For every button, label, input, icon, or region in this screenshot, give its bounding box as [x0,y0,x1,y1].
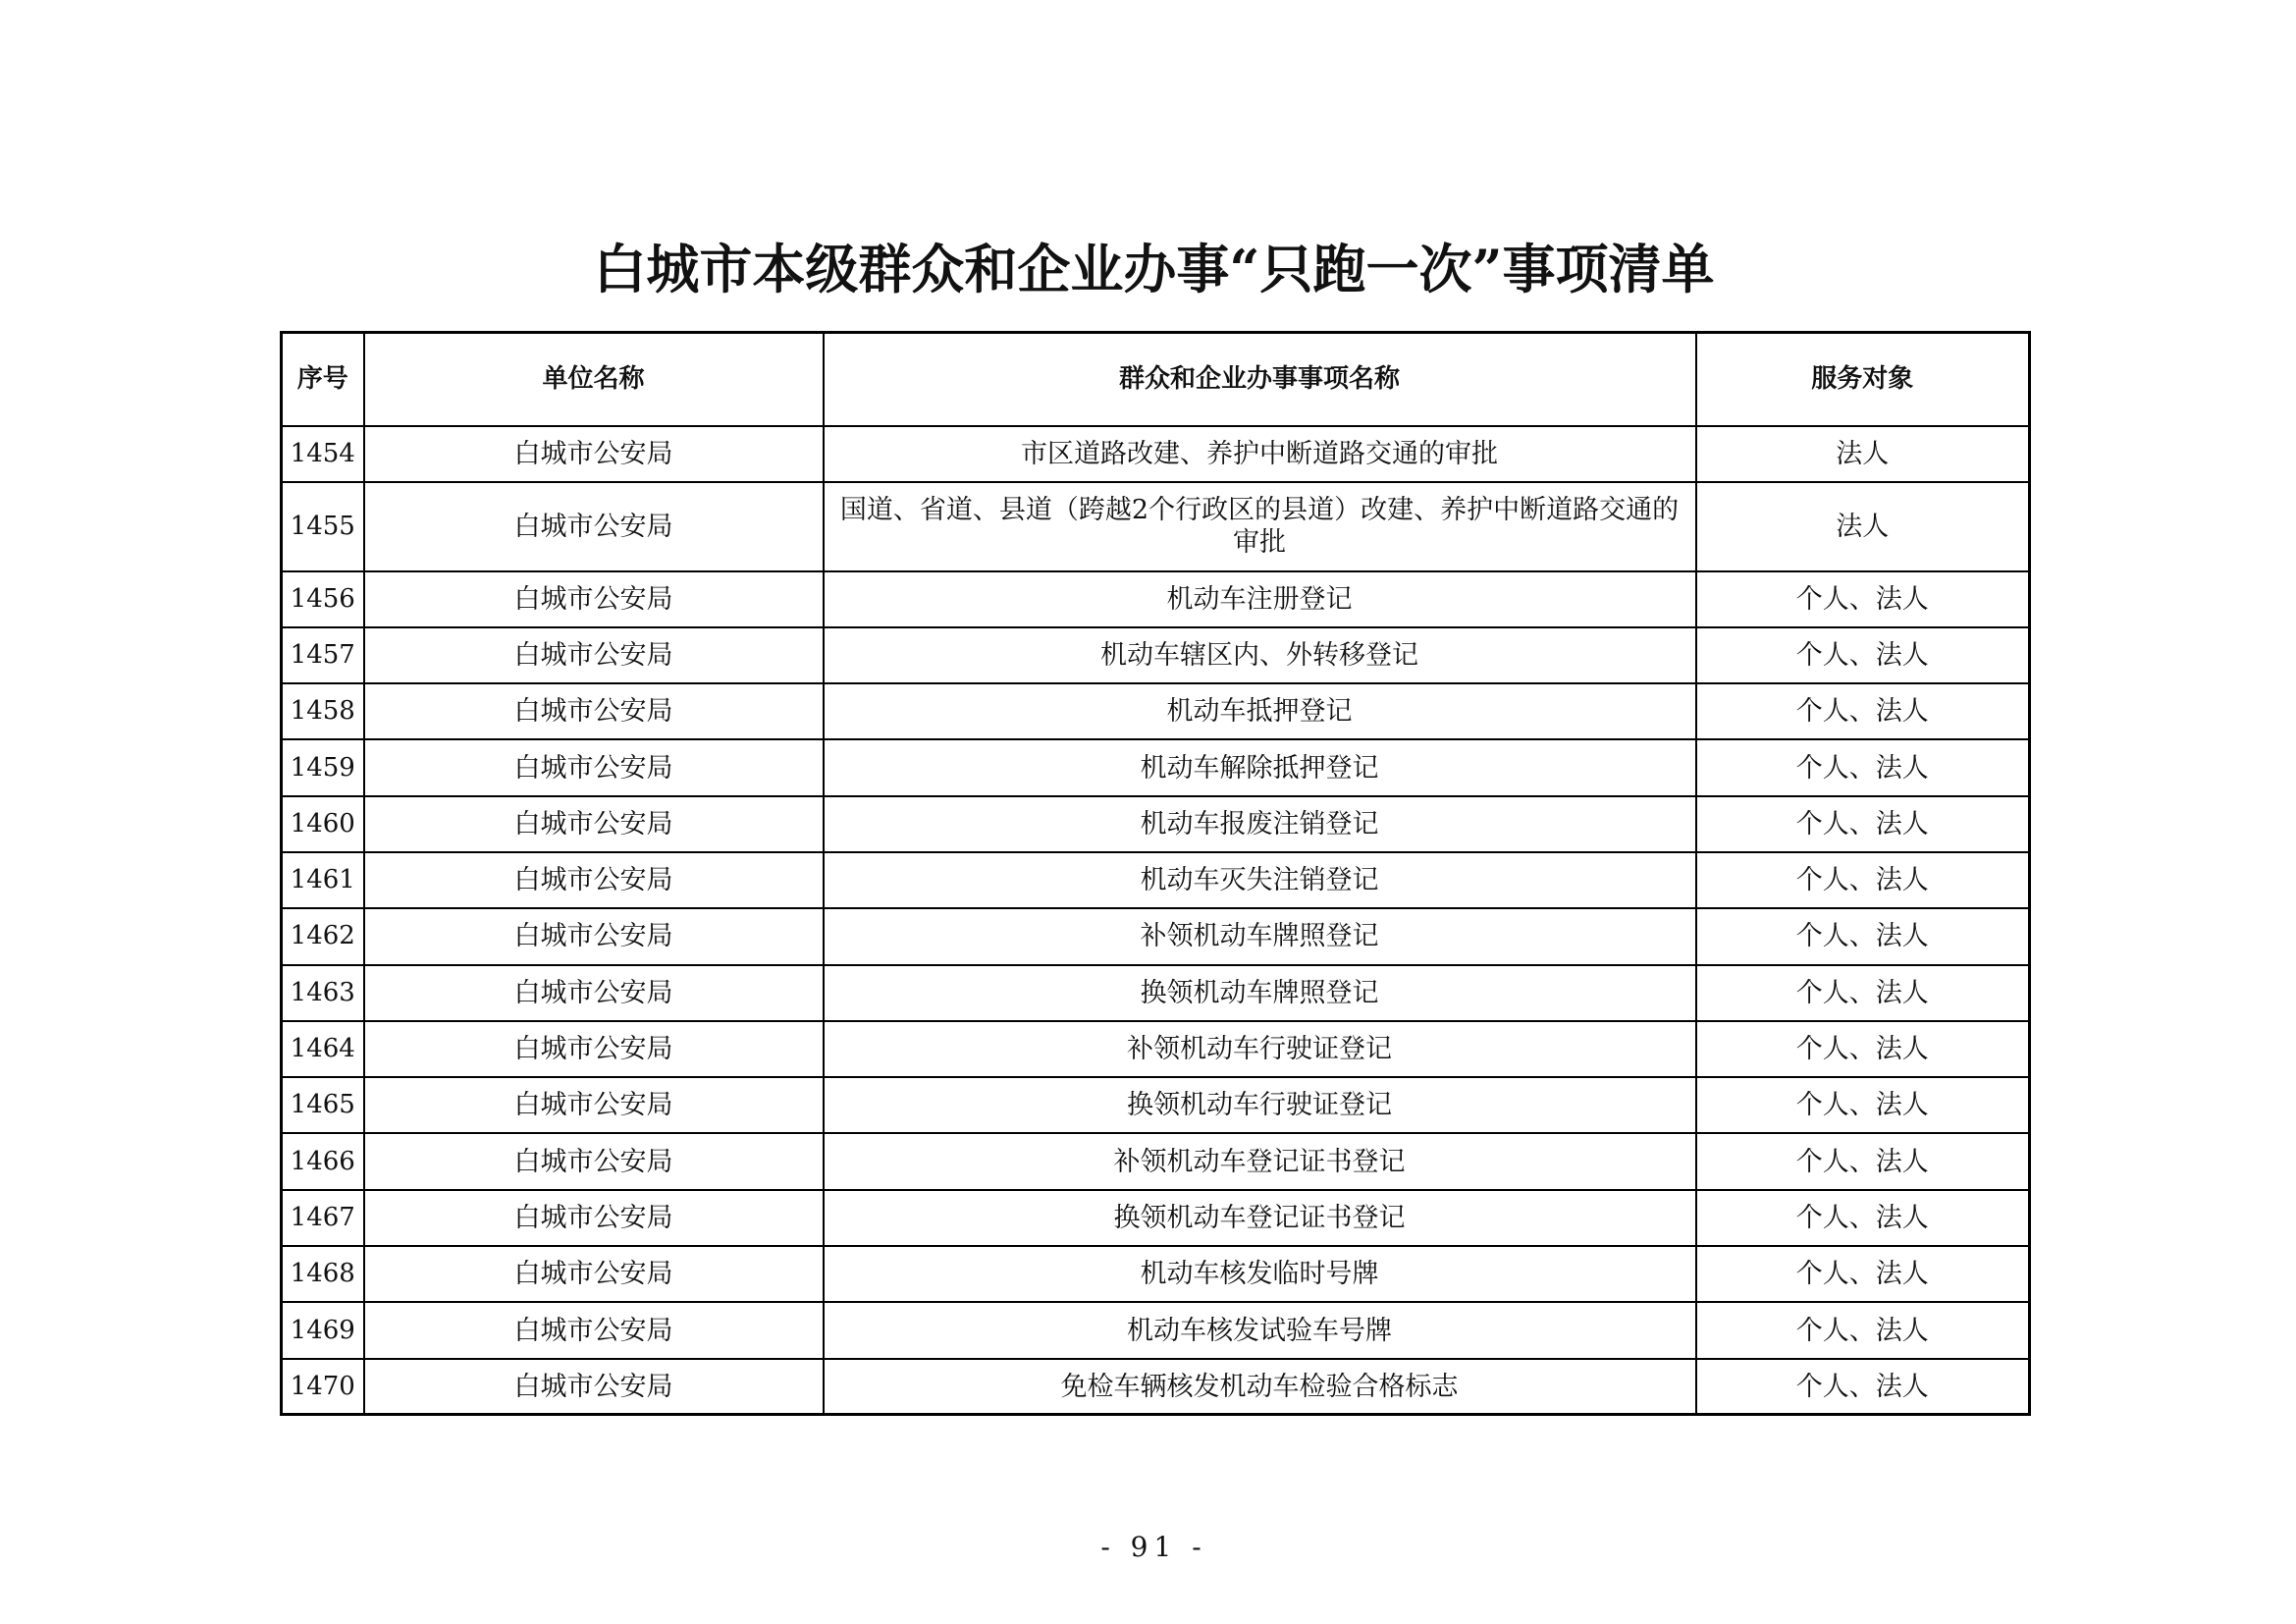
row-number-cell: 1466 [282,1133,364,1189]
table-row [282,1021,2030,1077]
item-name-cell: 补领机动车行驶证登记 [824,1021,1696,1077]
table-row [282,1190,2030,1246]
unit-name-cell: 白城市公安局 [364,796,824,852]
page-title: 白城市本级群众和企业办事“只跑一次”事项清单 [593,238,1715,300]
row-number-cell: 1464 [282,1021,364,1077]
table-row [282,739,2030,795]
unit-name-cell: 白城市公安局 [364,965,824,1021]
row-number-cell: 1458 [282,683,364,739]
service-target-cell: 个人、法人 [1696,1190,2030,1246]
table-row [282,426,2030,482]
row-number-cell: 1455 [282,482,364,571]
service-target-cell: 个人、法人 [1696,1359,2030,1415]
item-name-cell: 机动车抵押登记 [824,683,1696,739]
item-name-cell: 机动车报废注销登记 [824,796,1696,852]
row-number-cell: 1468 [282,1246,364,1302]
unit-name-cell: 白城市公安局 [364,1077,824,1133]
item-list-table [280,331,2031,1416]
unit-name-cell: 白城市公安局 [364,1021,824,1077]
service-target-cell: 个人、法人 [1696,1021,2030,1077]
row-number-cell: 1460 [282,796,364,852]
table-row [282,1077,2030,1133]
item-name-cell: 补领机动车登记证书登记 [824,1133,1696,1189]
page-number: - 91 - [1100,1531,1207,1563]
item-name-cell: 机动车核发试验车号牌 [824,1302,1696,1358]
service-target-cell: 个人、法人 [1696,739,2030,795]
unit-name-cell: 白城市公安局 [364,1359,824,1415]
service-target-cell: 个人、法人 [1696,1246,2030,1302]
service-target-cell: 个人、法人 [1696,908,2030,964]
unit-name-cell: 白城市公安局 [364,908,824,964]
table-row [282,571,2030,627]
row-number-cell: 1467 [282,1190,364,1246]
unit-name-cell: 白城市公安局 [364,1246,824,1302]
item-name-cell: 机动车解除抵押登记 [824,739,1696,795]
row-number-cell: 1461 [282,852,364,908]
table-row [282,1302,2030,1358]
table-row [282,908,2030,964]
table-row [282,1359,2030,1415]
service-target-cell: 个人、法人 [1696,965,2030,1021]
unit-name-cell: 白城市公安局 [364,1133,824,1189]
item-name-cell: 国道、省道、县道（跨越2个行政区的县道）改建、养护中断道路交通的审批 [824,482,1696,571]
row-number-cell: 1469 [282,1302,364,1358]
service-target-cell: 个人、法人 [1696,571,2030,627]
row-number-cell: 1462 [282,908,364,964]
header-service-target: 服务对象 [1696,333,2030,426]
item-name-cell: 换领机动车牌照登记 [824,965,1696,1021]
unit-name-cell: 白城市公安局 [364,482,824,571]
row-number-cell: 1454 [282,426,364,482]
table-row [282,852,2030,908]
table-row [282,1246,2030,1302]
item-name-cell: 市区道路改建、养护中断道路交通的审批 [824,426,1696,482]
table-row [282,965,2030,1021]
unit-name-cell: 白城市公安局 [364,683,824,739]
table-row [282,796,2030,852]
service-target-cell: 个人、法人 [1696,1133,2030,1189]
item-name-cell: 机动车灭失注销登记 [824,852,1696,908]
table-header-row [282,333,2030,426]
item-name-cell: 机动车注册登记 [824,571,1696,627]
header-unit-name: 单位名称 [364,333,824,426]
service-target-cell: 个人、法人 [1696,1077,2030,1133]
unit-name-cell: 白城市公安局 [364,426,824,482]
unit-name-cell: 白城市公安局 [364,852,824,908]
table-row [282,627,2030,683]
row-number-cell: 1457 [282,627,364,683]
row-number-cell: 1456 [282,571,364,627]
row-number-cell: 1470 [282,1359,364,1415]
item-name-cell: 换领机动车行驶证登记 [824,1077,1696,1133]
table-row [282,482,2030,571]
service-target-cell: 个人、法人 [1696,796,2030,852]
unit-name-cell: 白城市公安局 [364,1190,824,1246]
unit-name-cell: 白城市公安局 [364,627,824,683]
table-row [282,1133,2030,1189]
unit-name-cell: 白城市公安局 [364,1302,824,1358]
service-target-cell: 个人、法人 [1696,852,2030,908]
service-target-cell: 个人、法人 [1696,683,2030,739]
unit-name-cell: 白城市公安局 [364,739,824,795]
row-number-cell: 1465 [282,1077,364,1133]
header-item-name: 群众和企业办事事项名称 [824,333,1696,426]
row-number-cell: 1459 [282,739,364,795]
item-name-cell: 机动车辖区内、外转移登记 [824,627,1696,683]
item-name-cell: 机动车核发临时号牌 [824,1246,1696,1302]
service-target-cell: 法人 [1696,426,2030,482]
table-row [282,683,2030,739]
item-name-cell: 换领机动车登记证书登记 [824,1190,1696,1246]
service-target-cell: 法人 [1696,482,2030,571]
item-name-cell: 补领机动车牌照登记 [824,908,1696,964]
item-name-cell: 免检车辆核发机动车检验合格标志 [824,1359,1696,1415]
unit-name-cell: 白城市公安局 [364,571,824,627]
header-number: 序号 [282,333,364,426]
service-target-cell: 个人、法人 [1696,627,2030,683]
service-target-cell: 个人、法人 [1696,1302,2030,1358]
row-number-cell: 1463 [282,965,364,1021]
